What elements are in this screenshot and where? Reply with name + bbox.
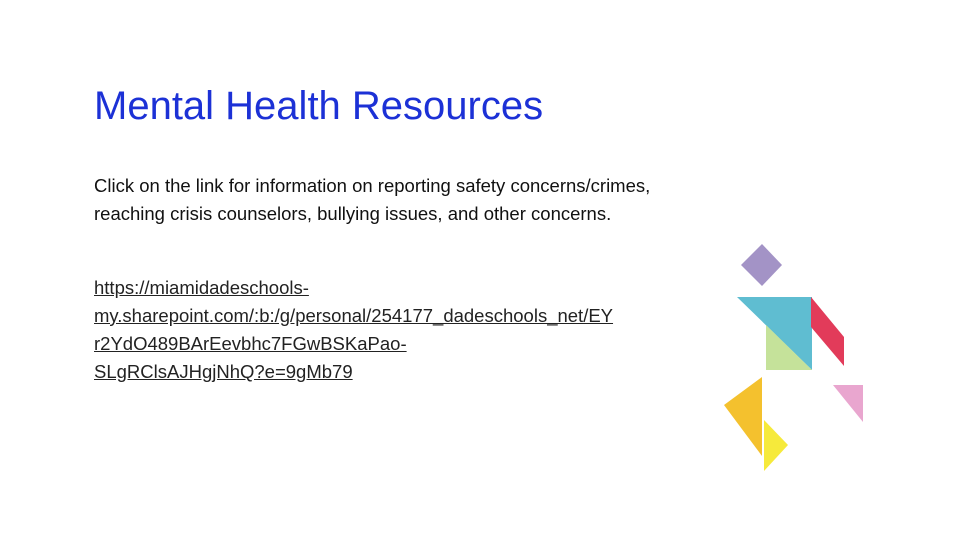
page-title: Mental Health Resources: [94, 84, 544, 128]
tangram-red-parallelogram: [811, 297, 844, 366]
tangram-pink-triangle: [833, 385, 863, 422]
tangram-purple-square: [741, 244, 782, 286]
resource-link-line-1[interactable]: https://miamidadeschools-: [94, 277, 309, 298]
resource-link-line-4[interactable]: SLgRClsAJHgjNhQ?e=9gMb79: [94, 361, 353, 382]
tangram-figure-icon: [720, 240, 870, 480]
tangram-orange-triangle: [724, 377, 762, 456]
description-text: Click on the link for information on reporting safety concerns/crimes, reaching crisis counselors, bullying issues, and other concerns.: [94, 175, 651, 224]
tangram-yellow-triangle: [764, 420, 788, 471]
resource-link[interactable]: [94, 274, 734, 386]
resource-link-line-3[interactable]: r2YdO489BArEevbhc7FGwBSKaPao-: [94, 333, 407, 354]
resource-link-line-2[interactable]: my.sharepoint.com/:b:/g/personal/254177_dadeschools_net/EY: [94, 305, 614, 326]
